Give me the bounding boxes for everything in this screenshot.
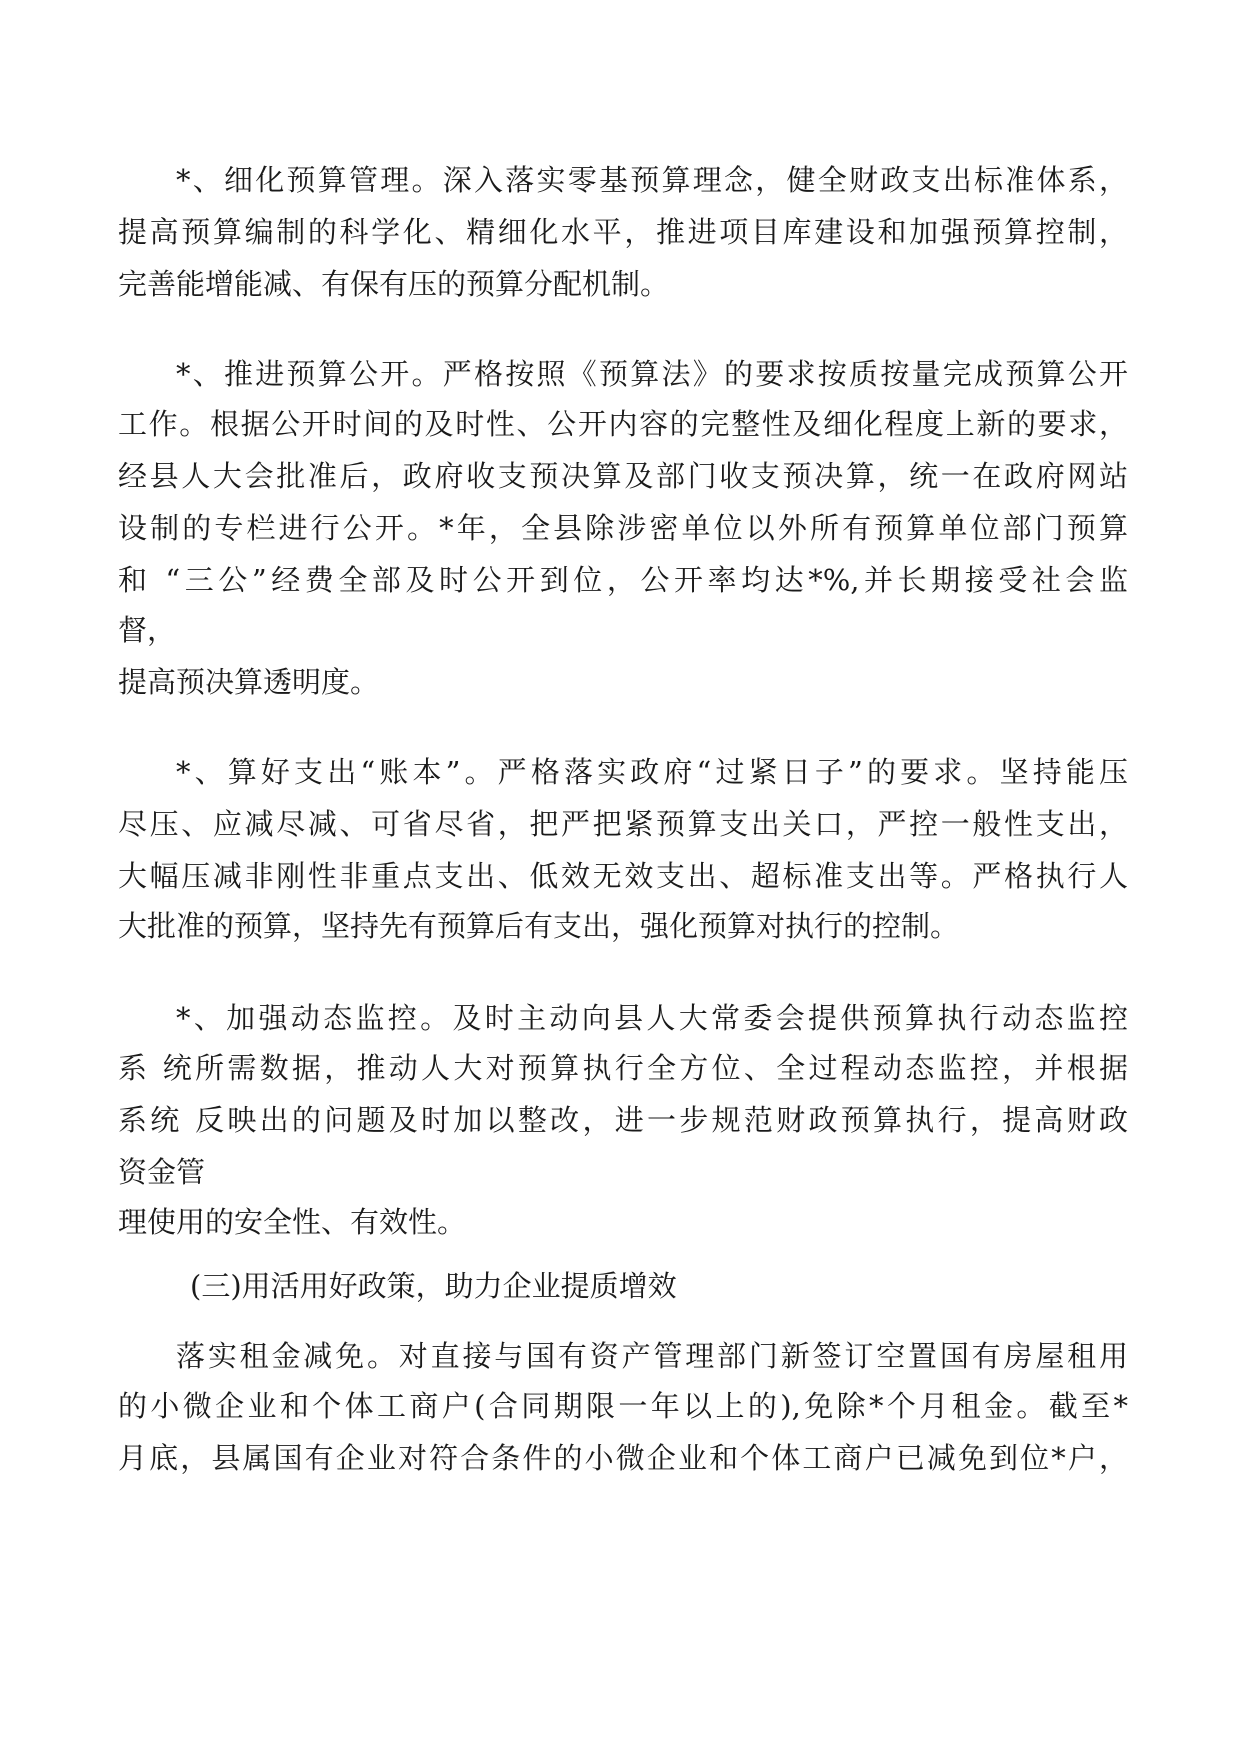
text-line: 大批准的预算，坚持先有预算后有支出，强化预算对执行的控制。: [118, 909, 960, 943]
text-line: 设制的专栏进行公开。*年，全县除涉密单位以外所有预算单位部门预算: [118, 511, 1128, 545]
text-line: 和 “三公”经费全部及时公开到位，公开率均达*%,并长期接受社会监: [118, 563, 1128, 597]
text-line: 尽压、应减尽减、可省尽省，把严把紧预算支出关口，严控一般性支出，: [118, 807, 1128, 841]
text-line: *、算好支出“账本”。严格落实政府“过紧日子”的要求。坚持能压: [176, 755, 1128, 789]
text-line: 提高预决算透明度。: [118, 665, 380, 699]
text-line: *、推进预算公开。严格按照《预算法》的要求按质按量完成预算公开: [176, 357, 1128, 391]
text-line: 资金管: [118, 1155, 206, 1189]
text-line: 落实租金减免。对直接与国有资产管理部门新签订空置国有房屋租用: [176, 1339, 1128, 1373]
text-line: 系统 反映出的问题及时加以整改，进一步规范财政预算执行，提高财政: [118, 1103, 1128, 1137]
section-heading-text: (三)用活用好政策，助力企业提质增效: [190, 1269, 677, 1303]
text-line: 提高预算编制的科学化、精细化水平，推进项目库建设和加强预算控制，: [118, 215, 1128, 249]
text-line: 理使用的安全性、有效性。: [118, 1205, 467, 1239]
text-line: *、细化预算管理。深入落实零基预算理念，健全财政支出标准体系，: [176, 163, 1128, 197]
text-line: 月底，县属国有企业对符合条件的小微企业和个体工商户已减免到位*户，: [118, 1441, 1128, 1475]
text-line: 大幅压减非刚性非重点支出、低效无效支出、超标准支出等。严格执行人: [118, 859, 1128, 893]
text-line: 完善能增能减、有保有压的预算分配机制。: [118, 267, 670, 301]
text-line: 的小微企业和个体工商户(合同期限一年以上的),免除*个月租金。截至*: [118, 1389, 1128, 1423]
text-line: 经县人大会批准后，政府收支预决算及部门收支预决算，统一在政府网站: [118, 459, 1128, 493]
text-line: 督，: [118, 613, 177, 647]
text-line: 工作。根据公开时间的及时性、公开内容的完整性及细化程度上新的要求，: [118, 407, 1128, 441]
text-line: 系 统所需数据，推动人大对预算执行全方位、全过程动态监控，并根据: [118, 1051, 1128, 1085]
text-line: *、加强动态监控。及时主动向县人大常委会提供预算执行动态监控: [176, 1001, 1128, 1035]
